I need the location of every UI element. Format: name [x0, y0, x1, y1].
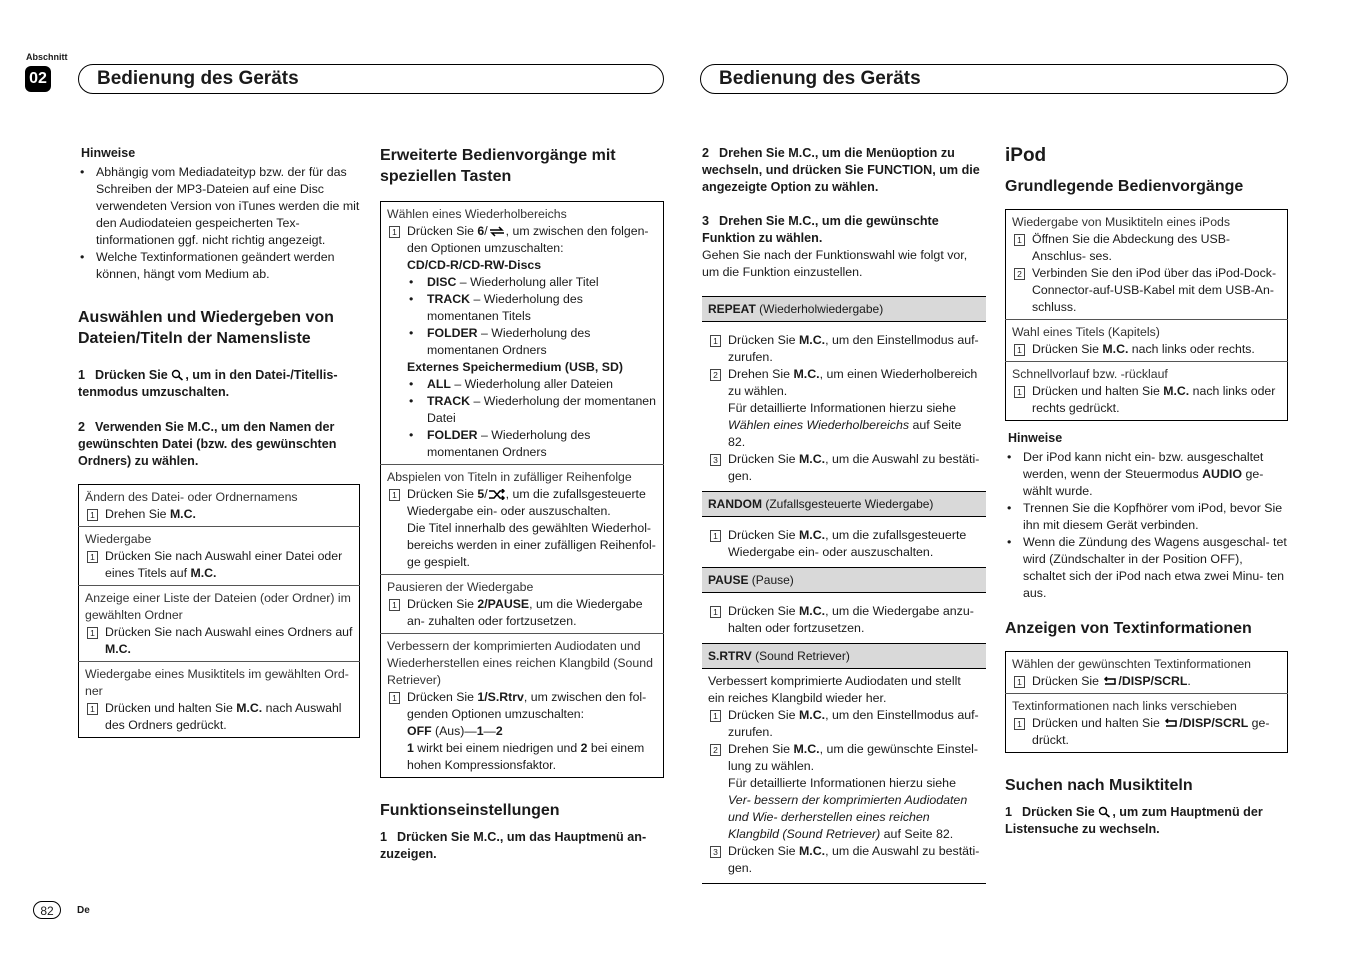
banner-right-title: Bedienung des Geräts: [719, 68, 921, 89]
table-row: [381, 575, 664, 634]
step-number: 2: [78, 420, 86, 434]
column-4: [1005, 145, 1288, 838]
section-heading: Funktionseinstellungen: [380, 802, 560, 819]
row-caption: Verbessern der komprimierten Audiodaten und Wiederherstellen eines reichen Klangbild (Sound Retriever): [387, 639, 653, 687]
shuffle-icon: [488, 489, 506, 500]
step-text: Verwenden Sie M.C., um den Namen der gewünschten Datei (bzw. des gewünschten Ordners) zu wählen.: [78, 420, 337, 468]
step-box-1: 1: [87, 703, 98, 715]
note-item: • Abhängig vom Mediadateityp bzw. der für das Schreiben der MP3-Dateien auf eine Disc verwendeten Version von iTunes werden die mit den Audiodateien gespeicherten Tex- tinformationen ggf. nicht richtig angezeigt.: [96, 164, 360, 249]
row-caption: Wählen eines Wiederholbereichs: [387, 207, 567, 221]
row-caption: Abspielen von Titeln in zufälliger Reihenfolge: [387, 470, 632, 484]
row-caption: Wiedergabe eines Musiktitels im gewählten Ord- ner: [85, 667, 349, 698]
table-row: [79, 586, 360, 662]
section-number-badge: 02: [25, 66, 51, 92]
step-1: [78, 367, 360, 401]
column-1: [78, 145, 360, 738]
note-item: • Wenn die Zündung des Wagens ausgeschal- tet wird (Zündschalter in der Position OFF), schaltet sich der iPod nach etwa zwei Minu- ten aus.: [1023, 534, 1288, 602]
function-repeat-body: 1 Drücken Sie M.C., um den Einstellmodus auf- zurufen. 2 Drehen Sie M.C., um einen Wiederholbereich zu wählen. Für detaillierte Informationen hierzu siehe Wählen eines Wiederholbereichs auf Seite 82. 3 Drücken Sie M.C., um die Auswahl zu bestäti- gen.: [702, 322, 986, 491]
notes-title: Hinweise: [1008, 431, 1063, 445]
section-heading: Suchen nach Musiktiteln: [1005, 777, 1193, 794]
step-box-1: 1: [87, 551, 98, 563]
table-row: Wiedergabe von Musiktiteln eines iPods 1 Öffnen Sie die Abdeckung des USB-Anschlus- ses. 2 Verbinden Sie den iPod über das iPod-Dock- Connector-auf-USB-Kabel mit dem USB-An- schluss.: [1012, 215, 1277, 314]
function-random-header: RANDOM (Zufallsgesteuerte Wiedergabe): [702, 491, 986, 517]
notes-list: [78, 164, 360, 283]
repeat-icon: [488, 226, 506, 237]
table-row: Textinformationen nach links verschieben 1 Drücken und halten Sie /DISP/SCRL ge- drückt.: [1006, 694, 1288, 753]
row-caption: Wiedergabe: [85, 532, 152, 546]
row-instruction: 1 Drücken Sie 1/S.Rtrv, um zwischen den fol- genden Optionen umzuschalten: OFF (Aus)—1—2 1 wirkt bei einem niedrigen und 2 bei einem hohen Kompressionsfaktor.: [387, 689, 657, 774]
table-row: [79, 527, 360, 586]
row-instruction: 1 Drücken Sie 5/ , um die zufallsgesteuerte Wiedergabe ein- oder auszuschalten. Die Titel innerhalb des gewählten Wiederhol- bereichs werden in einer zufälligen Reihenfol- ge gespielt.: [387, 486, 657, 571]
step-1: 1 Drücken Sie M.C., um das Hauptmenü an- zuzeigen.: [380, 830, 647, 861]
notes-title: Hinweise: [81, 146, 136, 160]
step-2: 2 Drehen Sie M.C., um die Menüoption zu wechseln, und drücken Sie FUNCTION, um die angezeigte Option zu wählen.: [702, 146, 980, 194]
operations-table: [78, 484, 360, 738]
column-3: [702, 145, 986, 884]
table-row: Wahl eines Titels (Kapitels) 1 Drücken Sie M.C. nach links oder rechts.: [1006, 320, 1288, 362]
row-instruction: 1 Drücken Sie 6/ , um zwischen den folgen- den Optionen umzuschalten: CD/CD-R/CD-RW-Discs • DISC – Wiederholung aller Titel • TRACK – Wiederholung des momentanen Titels • FOLDER – Wiederholung des momentanen Ordners Externes Speichermedium (USB, SD) • ALL – Wiederholung aller Dateien • TRACK – Wiederholung der momentanen Datei • FOLDER – Wiederholung des momentanen Ordners: [387, 223, 657, 461]
section-heading: Grundlegende Bedienvorgänge: [1005, 178, 1244, 195]
step-1: 1 Drücken Sie , um zum Hauptmenü der Listensuche zu wechseln.: [1005, 805, 1263, 836]
section-label: Abschnitt: [26, 52, 68, 62]
step-text: , um in den Datei-/Titellis- tenmodus umzuschalten.: [78, 368, 338, 399]
return-icon: [1163, 718, 1179, 729]
function-random-body: 1 Drücken Sie M.C., um die zufallsgesteuerte Wiedergabe ein- oder auszuschalten.: [702, 517, 986, 567]
language-code: De: [77, 905, 90, 916]
step-3: 3 Drehen Sie M.C., um die gewünschte Funktion zu wählen.: [702, 214, 939, 245]
ipod-basic-table: [1005, 209, 1288, 421]
ipod-title: iPod: [1005, 145, 1047, 166]
row-caption: Pausieren der Wiedergabe: [387, 580, 534, 594]
function-repeat-header: REPEAT (Wiederholwiedergabe): [702, 296, 986, 322]
row-caption: Ändern des Datei- oder Ordnernamens: [85, 490, 298, 504]
table-row: [79, 662, 360, 738]
banner-left: [78, 64, 664, 94]
row-instruction: 1 Drücken Sie 2/PAUSE, um die Wiedergabe an- zuhalten oder fortzusetzen.: [387, 596, 657, 630]
row-instruction: 1 Drücken Sie nach Auswahl einer Datei oder eines Titels auf M.C.: [85, 548, 353, 582]
table-row: [381, 465, 664, 575]
row-instruction: 1 Drücken Sie nach Auswahl eines Ordners auf M.C.: [85, 624, 353, 658]
page-number: 82: [33, 901, 61, 919]
table-row: Schnellvorlauf bzw. -rücklauf 1 Drücken und halten Sie M.C. nach links oder rechts gedrückt.: [1006, 362, 1288, 421]
note-item: • Trennen Sie die Kopfhörer vom iPod, bevor Sie ihn mit diesem Gerät verbinden.: [1023, 500, 1288, 534]
text-info-table: [1005, 651, 1288, 753]
table-row: [381, 634, 664, 778]
step-3-text: Gehen Sie nach der Funktionswahl wie folgt vor, um die Funktion einzustellen.: [702, 248, 968, 279]
function-pause-header: PAUSE (Pause): [702, 567, 986, 593]
step-box-1: 1: [87, 627, 98, 639]
step-number: 1: [78, 368, 86, 382]
function-srtrv-body: Verbessert komprimierte Audiodaten und stellt ein reiches Klangbild wieder her. 1 Drücken Sie M.C., um den Einstellmodus auf- zurufen. 2 Drehen Sie M.C., um die gewünschte Einstel- lung zu wählen. Für detaillierte Informationen hierzu siehe Ver- bessern der komprimierten Audiodaten und Wie- derherstellen eines reichen Klangbild (Sound Retriever) auf Seite 82. 3 Drücken Sie M.C., um die Auswahl zu bestäti- gen.: [702, 669, 986, 884]
note-item: • Welche Textinformationen geändert werden können, hängt vom Medium ab.: [96, 249, 360, 283]
group-title: Externes Speichermedium (USB, SD): [407, 360, 623, 374]
banner-left-title: Bedienung des Geräts: [97, 68, 299, 89]
step-text: Drücken Sie: [95, 368, 168, 382]
search-icon: [1098, 806, 1112, 818]
notes-list: [1005, 449, 1288, 602]
group-title: CD/CD-R/CD-RW-Discs: [407, 258, 542, 272]
table-row: [381, 202, 664, 465]
search-icon: [171, 369, 185, 381]
section-heading: Anzeigen von Textinformationen: [1005, 620, 1252, 637]
column-2: [380, 145, 664, 863]
step-box-1: 1: [87, 509, 98, 521]
step-2: [78, 419, 360, 470]
return-icon: [1102, 676, 1118, 687]
table-row: Wählen der gewünschten Textinformationen 1 Drücken Sie /DISP/SCRL.: [1012, 657, 1252, 688]
section-heading: Auswählen und Wiedergeben von Dateien/Titeln der Namensliste: [78, 309, 334, 347]
function-srtrv-header: S.RTRV (Sound Retriever): [702, 643, 986, 669]
note-item: • Der iPod kann nicht ein- bzw. ausgeschaltet werden, wenn der Steuermodus AUDIO ge- wählt wurde.: [1023, 449, 1288, 500]
row-instruction: 1 Drehen Sie M.C.: [85, 506, 353, 523]
table-row: [79, 485, 360, 527]
section-heading: Erweiterte Bedienvorgänge mit speziellen Tasten: [380, 147, 616, 185]
special-keys-table: [380, 201, 664, 778]
row-caption: Anzeige einer Liste der Dateien (oder Ordner) im gewählten Ordner: [85, 591, 351, 622]
function-pause-body: 1 Drücken Sie M.C., um die Wiedergabe anzu- halten oder fortzusetzen.: [702, 593, 986, 643]
banner-right: [700, 64, 1288, 94]
row-instruction: 1 Drücken und halten Sie M.C. nach Auswahl des Ordners gedrückt.: [85, 700, 353, 734]
